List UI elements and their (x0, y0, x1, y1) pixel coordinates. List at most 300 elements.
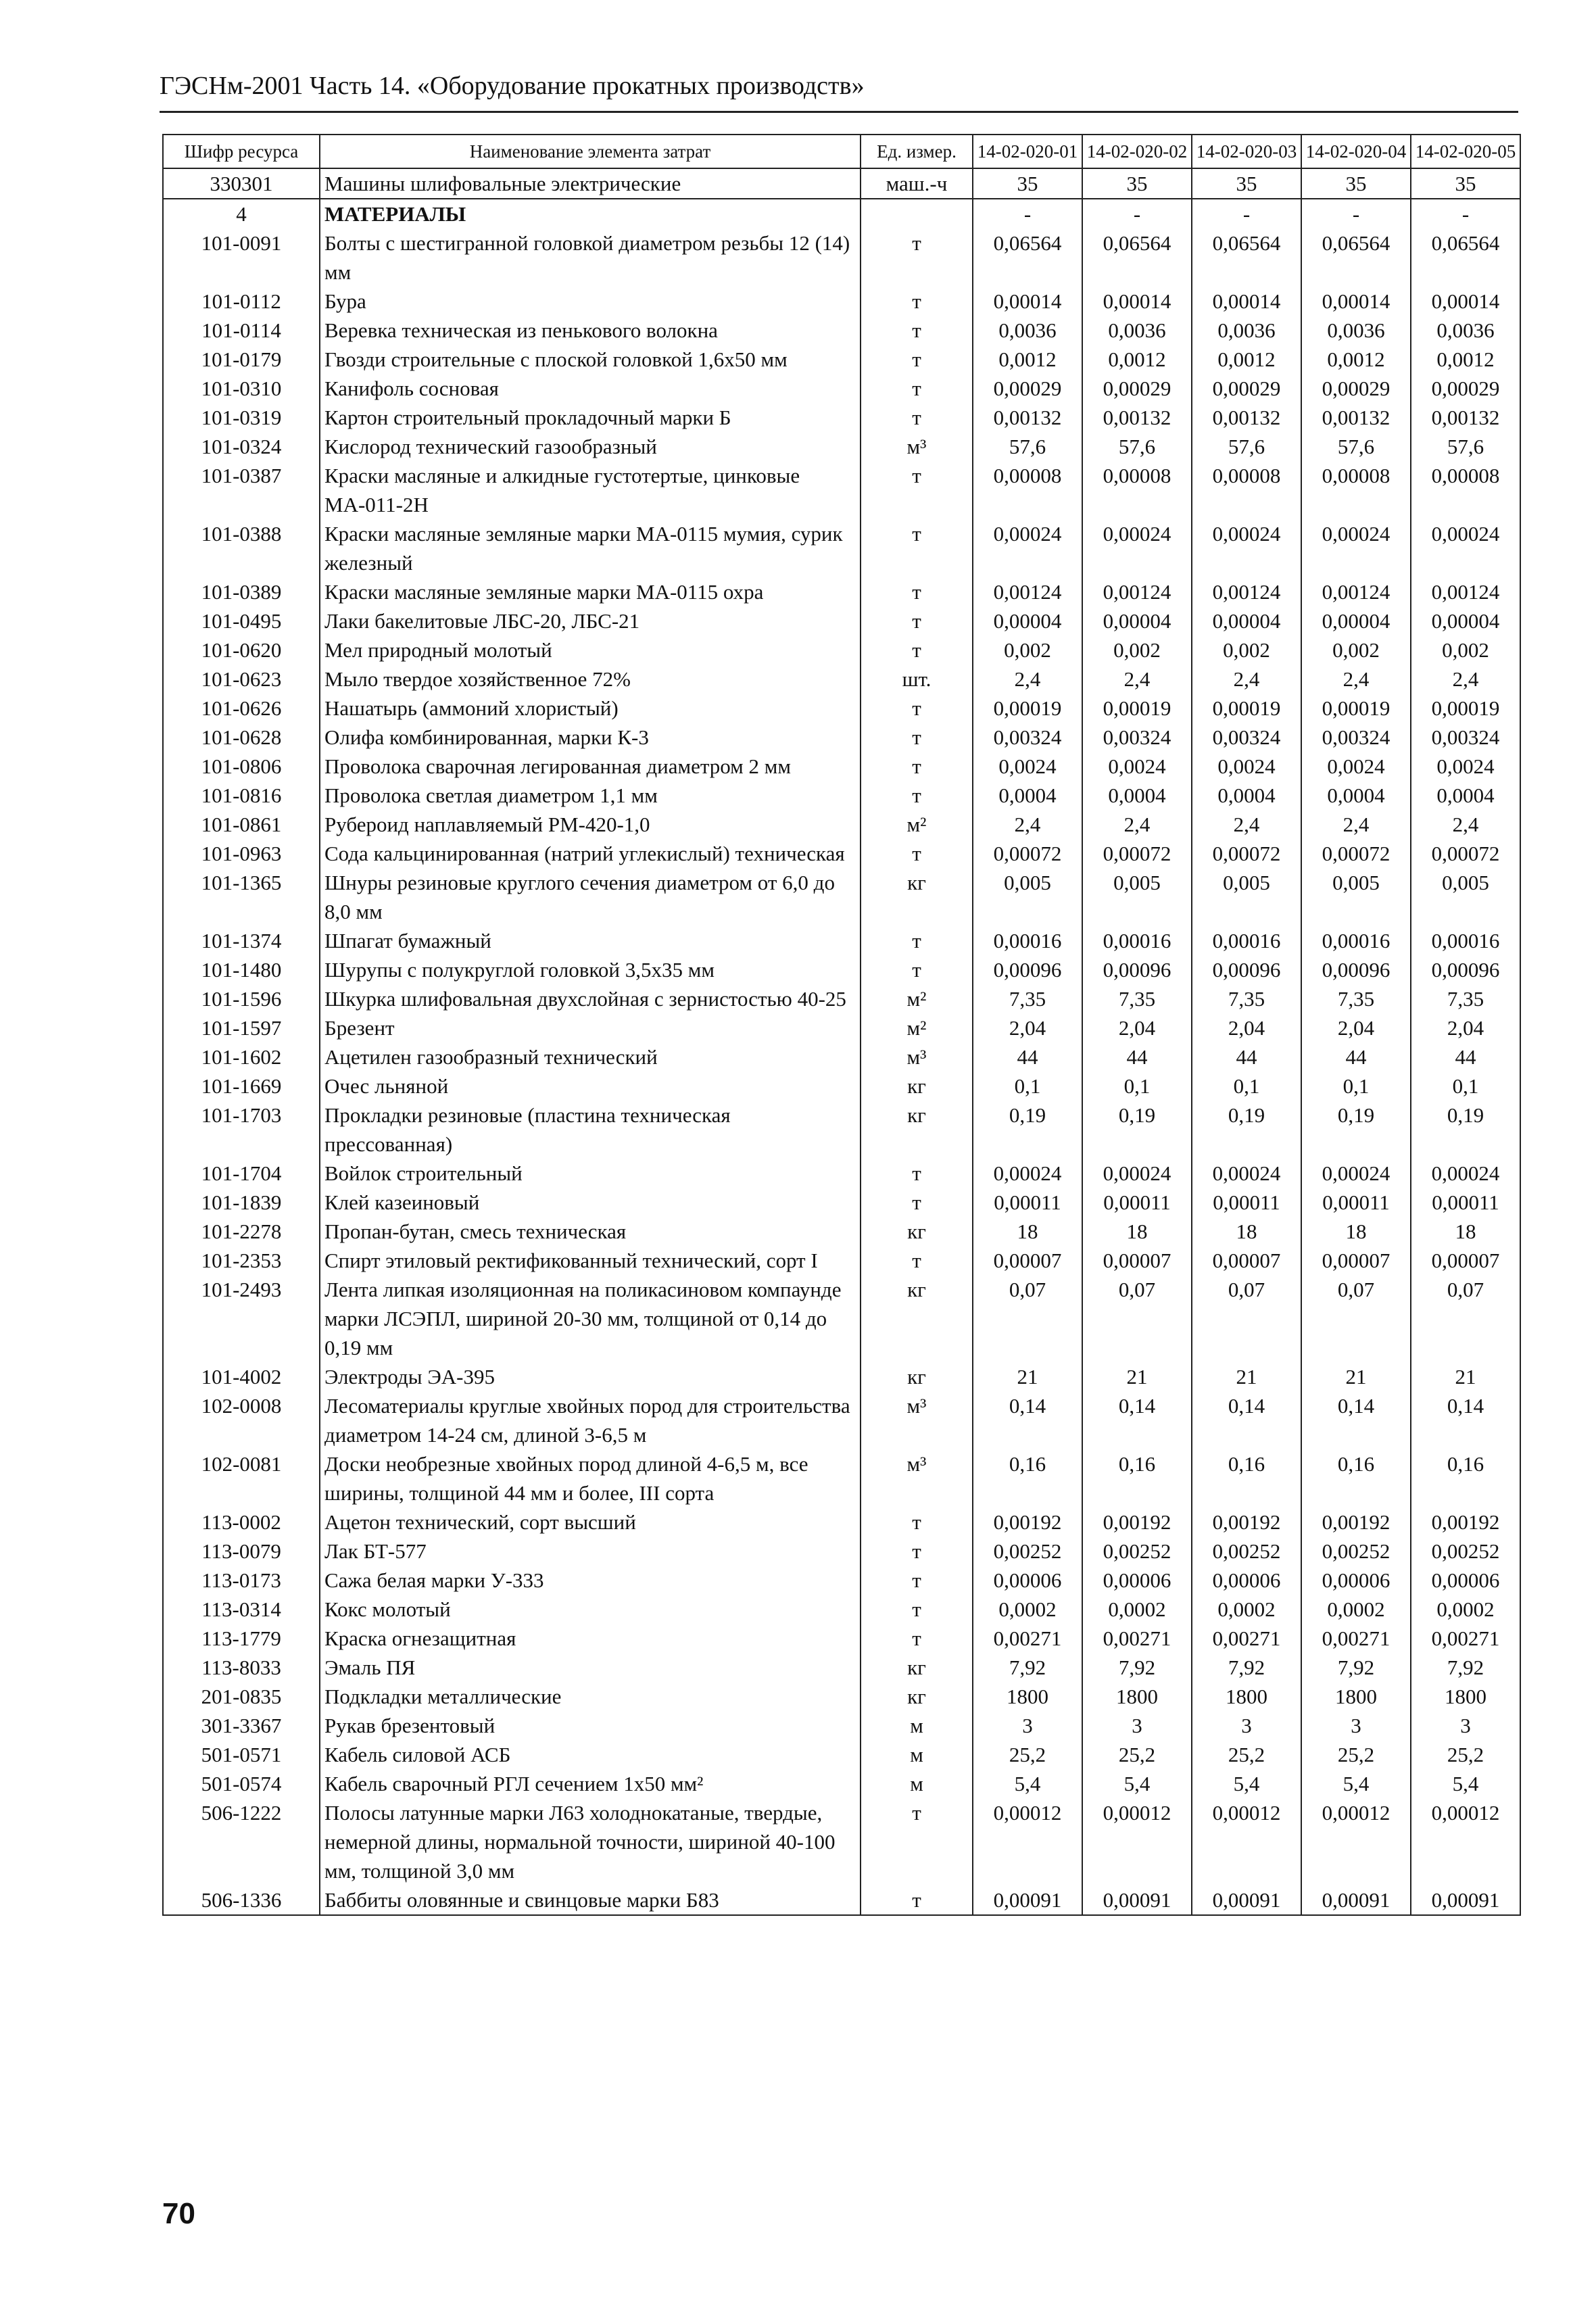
page-number: 70 (162, 2197, 195, 2230)
cell-norm-value-5: 0,0002 (1411, 1595, 1520, 1624)
cell-norm-value-4: 21 (1301, 1362, 1411, 1391)
cell-unit: м (861, 1740, 973, 1769)
cell-norm-value-1: 0,00016 (973, 926, 1082, 955)
column-header-unit: Ед. измер. (861, 135, 973, 168)
cell-norm-value-3: 2,4 (1192, 810, 1301, 839)
cell-norm-value-1: 0,00096 (973, 955, 1082, 984)
cell-resource-code: 101-1602 (163, 1042, 320, 1071)
cell-norm-value-3: 0,06564 (1192, 228, 1301, 287)
cell-norm-value-5: 0,00132 (1411, 403, 1520, 432)
cell-norm-value-5: 0,00024 (1411, 1159, 1520, 1188)
table-row (163, 781, 1520, 810)
cell-norm-value-2: 0,00091 (1082, 1885, 1192, 1915)
cell-resource-name: Проволока светлая диаметром 1,1 мм (320, 781, 861, 810)
resource-table-container (162, 134, 1520, 1916)
cell-norm-value-4: 0,19 (1301, 1101, 1411, 1159)
cell-norm-value-5: 3 (1411, 1711, 1520, 1740)
cell-resource-name: Шнуры резиновые круглого сечения диаметром от 6,0 до 8,0 мм (320, 868, 861, 926)
cell-norm-value-3: 0,00019 (1192, 694, 1301, 723)
cell-unit: т (861, 723, 973, 752)
cell-resource-code: 101-0861 (163, 810, 320, 839)
cell-norm-value-4: 0,00324 (1301, 723, 1411, 752)
cell-resource-name: Краски масляные и алкидные густотертые, цинковые МА-011-2Н (320, 461, 861, 519)
table-row (163, 1101, 1520, 1159)
cell-resource-code: 301-3367 (163, 1711, 320, 1740)
cell-norm-value-3: 0,00091 (1192, 1885, 1301, 1915)
table-row (163, 635, 1520, 665)
table-row (163, 1653, 1520, 1682)
cell-norm-value-5: 5,4 (1411, 1769, 1520, 1798)
cell-resource-code: 201-0835 (163, 1682, 320, 1711)
cell-norm-value-1: 0,00008 (973, 461, 1082, 519)
cell-norm-value-1: 0,00271 (973, 1624, 1082, 1653)
cell-norm-value-2: 0,00007 (1082, 1246, 1192, 1275)
cell-norm-value-1: 0,0004 (973, 781, 1082, 810)
cell-norm-value-2: 7,92 (1082, 1653, 1192, 1682)
cell-norm-value-2: 0,07 (1082, 1275, 1192, 1362)
cell-unit: кг (861, 1362, 973, 1391)
cell-resource-name: Шпагат бумажный (320, 926, 861, 955)
cell-norm-value-1: 21 (973, 1362, 1082, 1391)
cell-norm-value-1: 0,00007 (973, 1246, 1082, 1275)
cell-unit: м (861, 1769, 973, 1798)
cell-norm-value-2: 0,00019 (1082, 694, 1192, 723)
cell-norm-value-2: 0,19 (1082, 1101, 1192, 1159)
cell-unit: т (861, 1188, 973, 1217)
cell-norm-value-3: 21 (1192, 1362, 1301, 1391)
cell-norm-value-3: 0,07 (1192, 1275, 1301, 1362)
cell-norm-value-3: 7,35 (1192, 984, 1301, 1013)
cell-unit: т (861, 228, 973, 287)
cell-norm-value-1: 0,0036 (973, 316, 1082, 345)
cell-norm-value-3: 0,0004 (1192, 781, 1301, 810)
cell-unit: м² (861, 1013, 973, 1042)
cell-resource-code: 101-0623 (163, 665, 320, 694)
cell-norm-value-5: 7,35 (1411, 984, 1520, 1013)
cell-resource-name: Кабель силовой АСБ (320, 1740, 861, 1769)
cell-norm-value-4: 0,00006 (1301, 1566, 1411, 1595)
table-row (163, 1362, 1520, 1391)
cell-norm-value-4: 0,00091 (1301, 1885, 1411, 1915)
table-row (163, 432, 1520, 461)
cell-norm-value-5: 0,00271 (1411, 1624, 1520, 1653)
cell-norm-value-4: 0,00024 (1301, 519, 1411, 577)
cell-unit: м³ (861, 1449, 973, 1507)
cell-resource-code: 113-0314 (163, 1595, 320, 1624)
cell-norm-value-1: 0,07 (973, 1275, 1082, 1362)
cell-resource-name: Лента липкая изоляционная на поликасиновом компаунде марки ЛСЭПЛ, шириной 20-30 мм, толщиной от 0,14 до 0,19 мм (320, 1275, 861, 1362)
table-row (163, 955, 1520, 984)
cell-norm-value-3: 0,0002 (1192, 1595, 1301, 1624)
cell-resource-code: 101-0389 (163, 577, 320, 606)
cell-norm-value-4: 0,06564 (1301, 228, 1411, 287)
cell-resource-name: Подкладки металлические (320, 1682, 861, 1711)
cell-norm-value-5: 0,16 (1411, 1449, 1520, 1507)
cell-norm-value-3: 0,00024 (1192, 1159, 1301, 1188)
cell-unit: т (861, 519, 973, 577)
table-row (163, 519, 1520, 577)
cell-resource-code: 101-0324 (163, 432, 320, 461)
page-header-title: ГЭСНм-2001 Часть 14. «Оборудование прокатных производств» (160, 72, 865, 100)
table-row (163, 1595, 1520, 1624)
cell-resource-code: 101-1669 (163, 1071, 320, 1101)
cell-resource-name: Доски необрезные хвойных пород длиной 4-6,5 м, все ширины, толщиной 44 мм и более, III сорта (320, 1449, 861, 1507)
table-row (163, 752, 1520, 781)
cell-norm-value-1: 0,00024 (973, 1159, 1082, 1188)
cell-norm-value-1: 0,00124 (973, 577, 1082, 606)
cell-norm-value-4: 0,00004 (1301, 606, 1411, 635)
cell-norm-value-1: 0,06564 (973, 228, 1082, 287)
cell-norm-value-5: 57,6 (1411, 432, 1520, 461)
cell-norm-value-2: 0,0024 (1082, 752, 1192, 781)
cell-norm-value-3: 0,00007 (1192, 1246, 1301, 1275)
cell-resource-code: 101-0112 (163, 287, 320, 316)
table-row (163, 228, 1520, 287)
cell-norm-value-2: 0,00004 (1082, 606, 1192, 635)
table-row (163, 1798, 1520, 1885)
cell-norm-value-3: 0,00096 (1192, 955, 1301, 984)
table-header-row (163, 135, 1520, 168)
cell-norm-value-1: 0,00011 (973, 1188, 1082, 1217)
cell-resource-name: Канифоль сосновая (320, 374, 861, 403)
cell-resource-code: 101-1480 (163, 955, 320, 984)
cell-norm-value-1: 2,04 (973, 1013, 1082, 1042)
cell-resource-code: 101-0628 (163, 723, 320, 752)
cell-norm-value-3: 18 (1192, 1217, 1301, 1246)
cell-norm-value-3: 0,00006 (1192, 1566, 1301, 1595)
cell-unit: кг (861, 1217, 973, 1246)
cell-norm-value-2: 57,6 (1082, 432, 1192, 461)
cell-norm-value-3: 3 (1192, 1711, 1301, 1740)
cell-resource-code: 506-1336 (163, 1885, 320, 1915)
cell-unit: т (861, 1537, 973, 1566)
cell-norm-value-2: 18 (1082, 1217, 1192, 1246)
cell-unit: т (861, 1159, 973, 1188)
cell-norm-value-5: 0,005 (1411, 868, 1520, 926)
cell-norm-value-4: 44 (1301, 1042, 1411, 1071)
cell-norm-value-4: 0,00024 (1301, 1159, 1411, 1188)
cell-norm-value-3: 0,1 (1192, 1071, 1301, 1101)
cell-norm-value-1: 0,16 (973, 1449, 1082, 1507)
cell-norm-value-2: 0,00012 (1082, 1798, 1192, 1885)
cell-resource-name: Электроды ЭА-395 (320, 1362, 861, 1391)
cell-norm-value-3: 0,0012 (1192, 345, 1301, 374)
cell-resource-name: Брезент (320, 1013, 861, 1042)
table-row (163, 1711, 1520, 1740)
table-row (163, 287, 1520, 316)
cell-resource-code: 101-1703 (163, 1101, 320, 1159)
cell-norm-value-2: 0,0002 (1082, 1595, 1192, 1624)
cell-resource-name: Кабель сварочный РГЛ сечением 1x50 мм² (320, 1769, 861, 1798)
cell-norm-value-5: 0,00024 (1411, 519, 1520, 577)
cell-resource-name: МАТЕРИАЛЫ (320, 199, 861, 228)
cell-norm-value-4: 3 (1301, 1711, 1411, 1740)
cell-norm-value-4: 0,00271 (1301, 1624, 1411, 1653)
cell-norm-value-4: 0,00132 (1301, 403, 1411, 432)
cell-norm-value-4: 7,92 (1301, 1653, 1411, 1682)
cell-norm-value-3: 0,00012 (1192, 1798, 1301, 1885)
cell-unit: кг (861, 1653, 973, 1682)
cell-norm-value-5: 25,2 (1411, 1740, 1520, 1769)
cell-resource-code: 101-0626 (163, 694, 320, 723)
cell-norm-value-2: 0,06564 (1082, 228, 1192, 287)
table-row (163, 606, 1520, 635)
cell-norm-value-1: 0,0012 (973, 345, 1082, 374)
table-row (163, 577, 1520, 606)
cell-norm-value-3: 0,00014 (1192, 287, 1301, 316)
cell-norm-value-3: 0,00124 (1192, 577, 1301, 606)
table-row (163, 1188, 1520, 1217)
table-row (163, 665, 1520, 694)
cell-resource-name: Полосы латунные марки Л63 холоднокатаные, твердые, немерной длины, нормальной точности, шириной 40-100 мм, толщиной 3,0 мм (320, 1798, 861, 1885)
cell-norm-value-4: 0,00096 (1301, 955, 1411, 984)
table-row (163, 694, 1520, 723)
table-row (163, 1537, 1520, 1566)
cell-norm-value-1: 25,2 (973, 1740, 1082, 1769)
cell-norm-value-3: - (1192, 199, 1301, 228)
cell-unit: т (861, 752, 973, 781)
cell-norm-value-5: 0,00072 (1411, 839, 1520, 868)
table-row (163, 1013, 1520, 1042)
header-divider (160, 111, 1518, 113)
cell-norm-value-2: 0,0004 (1082, 781, 1192, 810)
cell-norm-value-1: 0,00006 (973, 1566, 1082, 1595)
cell-norm-value-2: 0,16 (1082, 1449, 1192, 1507)
cell-norm-value-3: 0,14 (1192, 1391, 1301, 1449)
cell-norm-value-5: 0,00012 (1411, 1798, 1520, 1885)
cell-norm-value-2: 1800 (1082, 1682, 1192, 1711)
cell-norm-value-2: 0,002 (1082, 635, 1192, 665)
cell-norm-value-1: - (973, 199, 1082, 228)
cell-norm-value-4: 0,0004 (1301, 781, 1411, 810)
table-row (163, 984, 1520, 1013)
cell-resource-name: Прокладки резиновые (пластина техническая прессованная) (320, 1101, 861, 1159)
cell-norm-value-5: 18 (1411, 1217, 1520, 1246)
cell-norm-value-3: 0,00192 (1192, 1507, 1301, 1537)
column-header-norm-3: 14-02-020-03 (1192, 135, 1301, 168)
cell-norm-value-1: 0,002 (973, 635, 1082, 665)
cell-norm-value-5: 0,00324 (1411, 723, 1520, 752)
cell-resource-name: Спирт этиловый ректификованный технический, сорт I (320, 1246, 861, 1275)
cell-norm-value-3: 0,16 (1192, 1449, 1301, 1507)
cell-norm-value-5: 0,0036 (1411, 316, 1520, 345)
cell-unit: т (861, 345, 973, 374)
cell-norm-value-4: 0,00011 (1301, 1188, 1411, 1217)
column-header-name: Наименование элемента затрат (320, 135, 861, 168)
cell-norm-value-5: 0,00007 (1411, 1246, 1520, 1275)
cell-norm-value-4: 0,16 (1301, 1449, 1411, 1507)
cell-norm-value-1: 0,00004 (973, 606, 1082, 635)
cell-resource-name: Краска огнезащитная (320, 1624, 861, 1653)
cell-norm-value-5: 2,04 (1411, 1013, 1520, 1042)
cell-unit: т (861, 1246, 973, 1275)
cell-norm-value-1: 0,00072 (973, 839, 1082, 868)
cell-unit: т (861, 287, 973, 316)
cell-resource-name: Сажа белая марки У-333 (320, 1566, 861, 1595)
table-row (163, 1217, 1520, 1246)
cell-resource-code: 101-1365 (163, 868, 320, 926)
table-row (163, 868, 1520, 926)
cell-norm-value-5: 0,00124 (1411, 577, 1520, 606)
cell-norm-value-2: 0,00192 (1082, 1507, 1192, 1537)
cell-norm-value-1: 0,00192 (973, 1507, 1082, 1537)
cell-unit: т (861, 694, 973, 723)
cell-norm-value-3: 0,00324 (1192, 723, 1301, 752)
cell-norm-value-3: 57,6 (1192, 432, 1301, 461)
cell-resource-name: Лесоматериалы круглые хвойных пород для строительства диаметром 14-24 см, длиной 3-6,5 м (320, 1391, 861, 1449)
cell-resource-name: Ацетон технический, сорт высший (320, 1507, 861, 1537)
cell-norm-value-2: 0,005 (1082, 868, 1192, 926)
cell-resource-code: 101-2278 (163, 1217, 320, 1246)
cell-norm-value-2: 7,35 (1082, 984, 1192, 1013)
cell-resource-code: 113-0173 (163, 1566, 320, 1595)
cell-norm-value-2: 0,14 (1082, 1391, 1192, 1449)
cell-norm-value-2: 0,00014 (1082, 287, 1192, 316)
cell-resource-code: 101-4002 (163, 1362, 320, 1391)
table-row (163, 1507, 1520, 1537)
cell-resource-name: Сода кальцинированная (натрий углекислый) техническая (320, 839, 861, 868)
cell-norm-value-4: 0,0036 (1301, 316, 1411, 345)
table-body (163, 168, 1520, 1915)
cell-norm-value-2: 35 (1082, 168, 1192, 199)
table-row (163, 1246, 1520, 1275)
cell-resource-code: 102-0008 (163, 1391, 320, 1449)
cell-norm-value-3: 35 (1192, 168, 1301, 199)
cell-resource-name: Баббиты оловянные и свинцовые марки Б83 (320, 1885, 861, 1915)
cell-resource-code: 102-0081 (163, 1449, 320, 1507)
cell-resource-code: 101-0091 (163, 228, 320, 287)
cell-norm-value-5: 35 (1411, 168, 1520, 199)
cell-norm-value-5: 0,07 (1411, 1275, 1520, 1362)
cell-norm-value-1: 44 (973, 1042, 1082, 1071)
cell-norm-value-3: 0,0024 (1192, 752, 1301, 781)
cell-resource-code: 101-1704 (163, 1159, 320, 1188)
cell-norm-value-1: 0,14 (973, 1391, 1082, 1449)
cell-unit: т (861, 1595, 973, 1624)
cell-norm-value-5: 0,00014 (1411, 287, 1520, 316)
cell-norm-value-5: 0,0004 (1411, 781, 1520, 810)
cell-norm-value-4: 7,35 (1301, 984, 1411, 1013)
cell-unit: м³ (861, 1042, 973, 1071)
cell-resource-name: Рубероид наплавляемый РМ-420-1,0 (320, 810, 861, 839)
cell-norm-value-5: 0,19 (1411, 1101, 1520, 1159)
cell-norm-value-4: 0,00008 (1301, 461, 1411, 519)
cell-norm-value-2: 2,04 (1082, 1013, 1192, 1042)
cell-norm-value-5: 0,00011 (1411, 1188, 1520, 1217)
cell-norm-value-5: 2,4 (1411, 810, 1520, 839)
cell-norm-value-4: 2,4 (1301, 810, 1411, 839)
cell-unit: т (861, 403, 973, 432)
table-row (163, 403, 1520, 432)
cell-unit: м (861, 1711, 973, 1740)
cell-norm-value-5: 0,00029 (1411, 374, 1520, 403)
cell-norm-value-2: 0,00024 (1082, 1159, 1192, 1188)
cell-norm-value-3: 0,00008 (1192, 461, 1301, 519)
cell-norm-value-1: 2,4 (973, 810, 1082, 839)
cell-norm-value-1: 7,92 (973, 1653, 1082, 1682)
section-row (163, 199, 1520, 228)
cell-resource-name: Гвозди строительные с плоской головкой 1,6x50 мм (320, 345, 861, 374)
cell-norm-value-4: 5,4 (1301, 1769, 1411, 1798)
cell-unit: т (861, 839, 973, 868)
cell-resource-code: 101-1839 (163, 1188, 320, 1217)
table-row (163, 810, 1520, 839)
cell-resource-name: Эмаль ПЯ (320, 1653, 861, 1682)
cell-resource-code: 101-1597 (163, 1013, 320, 1042)
cell-norm-value-3: 0,00252 (1192, 1537, 1301, 1566)
cell-norm-value-2: 2,4 (1082, 810, 1192, 839)
cell-norm-value-2: 0,00271 (1082, 1624, 1192, 1653)
cell-unit: шт. (861, 665, 973, 694)
cell-norm-value-2: 21 (1082, 1362, 1192, 1391)
cell-norm-value-2: 0,0012 (1082, 345, 1192, 374)
cell-norm-value-2: 0,00008 (1082, 461, 1192, 519)
cell-norm-value-3: 2,04 (1192, 1013, 1301, 1042)
cell-resource-name: Картон строительный прокладочный марки Б (320, 403, 861, 432)
table-row (163, 1566, 1520, 1595)
cell-unit: м³ (861, 432, 973, 461)
cell-norm-value-4: 1800 (1301, 1682, 1411, 1711)
cell-norm-value-1: 0,0024 (973, 752, 1082, 781)
cell-norm-value-5: 0,00008 (1411, 461, 1520, 519)
cell-norm-value-1: 57,6 (973, 432, 1082, 461)
cell-norm-value-4: 35 (1301, 168, 1411, 199)
cell-norm-value-5: 0,00091 (1411, 1885, 1520, 1915)
cell-unit: т (861, 1624, 973, 1653)
cell-norm-value-5: 0,00006 (1411, 1566, 1520, 1595)
cell-norm-value-2: 5,4 (1082, 1769, 1192, 1798)
cell-norm-value-5: 0,1 (1411, 1071, 1520, 1101)
cell-resource-code: 101-0495 (163, 606, 320, 635)
column-header-norm-4: 14-02-020-04 (1301, 135, 1411, 168)
cell-resource-name: Клей казеиновый (320, 1188, 861, 1217)
table-row (163, 839, 1520, 868)
cell-norm-value-3: 0,19 (1192, 1101, 1301, 1159)
cell-unit: кг (861, 1101, 973, 1159)
cell-resource-name: Шкурка шлифовальная двухслойная с зернистостью 40-25 (320, 984, 861, 1013)
table-row (163, 374, 1520, 403)
cell-norm-value-1: 0,1 (973, 1071, 1082, 1101)
cell-resource-name: Лаки бакелитовые ЛБС-20, ЛБС-21 (320, 606, 861, 635)
cell-norm-value-4: 0,00252 (1301, 1537, 1411, 1566)
cell-resource-name: Рукав брезентовый (320, 1711, 861, 1740)
cell-norm-value-4: 0,14 (1301, 1391, 1411, 1449)
cell-resource-code: 101-2493 (163, 1275, 320, 1362)
cell-norm-value-4: 25,2 (1301, 1740, 1411, 1769)
cell-norm-value-4: 0,00016 (1301, 926, 1411, 955)
cell-norm-value-2: 0,00006 (1082, 1566, 1192, 1595)
cell-resource-name: Пропан-бутан, смесь техническая (320, 1217, 861, 1246)
cell-norm-value-1: 0,00324 (973, 723, 1082, 752)
cell-norm-value-4: 0,00029 (1301, 374, 1411, 403)
cell-norm-value-3: 2,4 (1192, 665, 1301, 694)
cell-resource-code: 101-0179 (163, 345, 320, 374)
cell-unit: м² (861, 984, 973, 1013)
cell-norm-value-5: 0,00016 (1411, 926, 1520, 955)
cell-norm-value-3: 0,00132 (1192, 403, 1301, 432)
cell-resource-name: Проволока сварочная легированная диаметром 2 мм (320, 752, 861, 781)
cell-norm-value-1: 0,00012 (973, 1798, 1082, 1885)
cell-resource-name: Мел природный молотый (320, 635, 861, 665)
cell-norm-value-4: 0,00072 (1301, 839, 1411, 868)
cell-norm-value-3: 0,002 (1192, 635, 1301, 665)
cell-norm-value-4: 0,1 (1301, 1071, 1411, 1101)
table-row (163, 1769, 1520, 1798)
cell-norm-value-5: 0,00096 (1411, 955, 1520, 984)
cell-unit: т (861, 955, 973, 984)
cell-norm-value-5: 0,002 (1411, 635, 1520, 665)
cell-norm-value-2: 0,0036 (1082, 316, 1192, 345)
